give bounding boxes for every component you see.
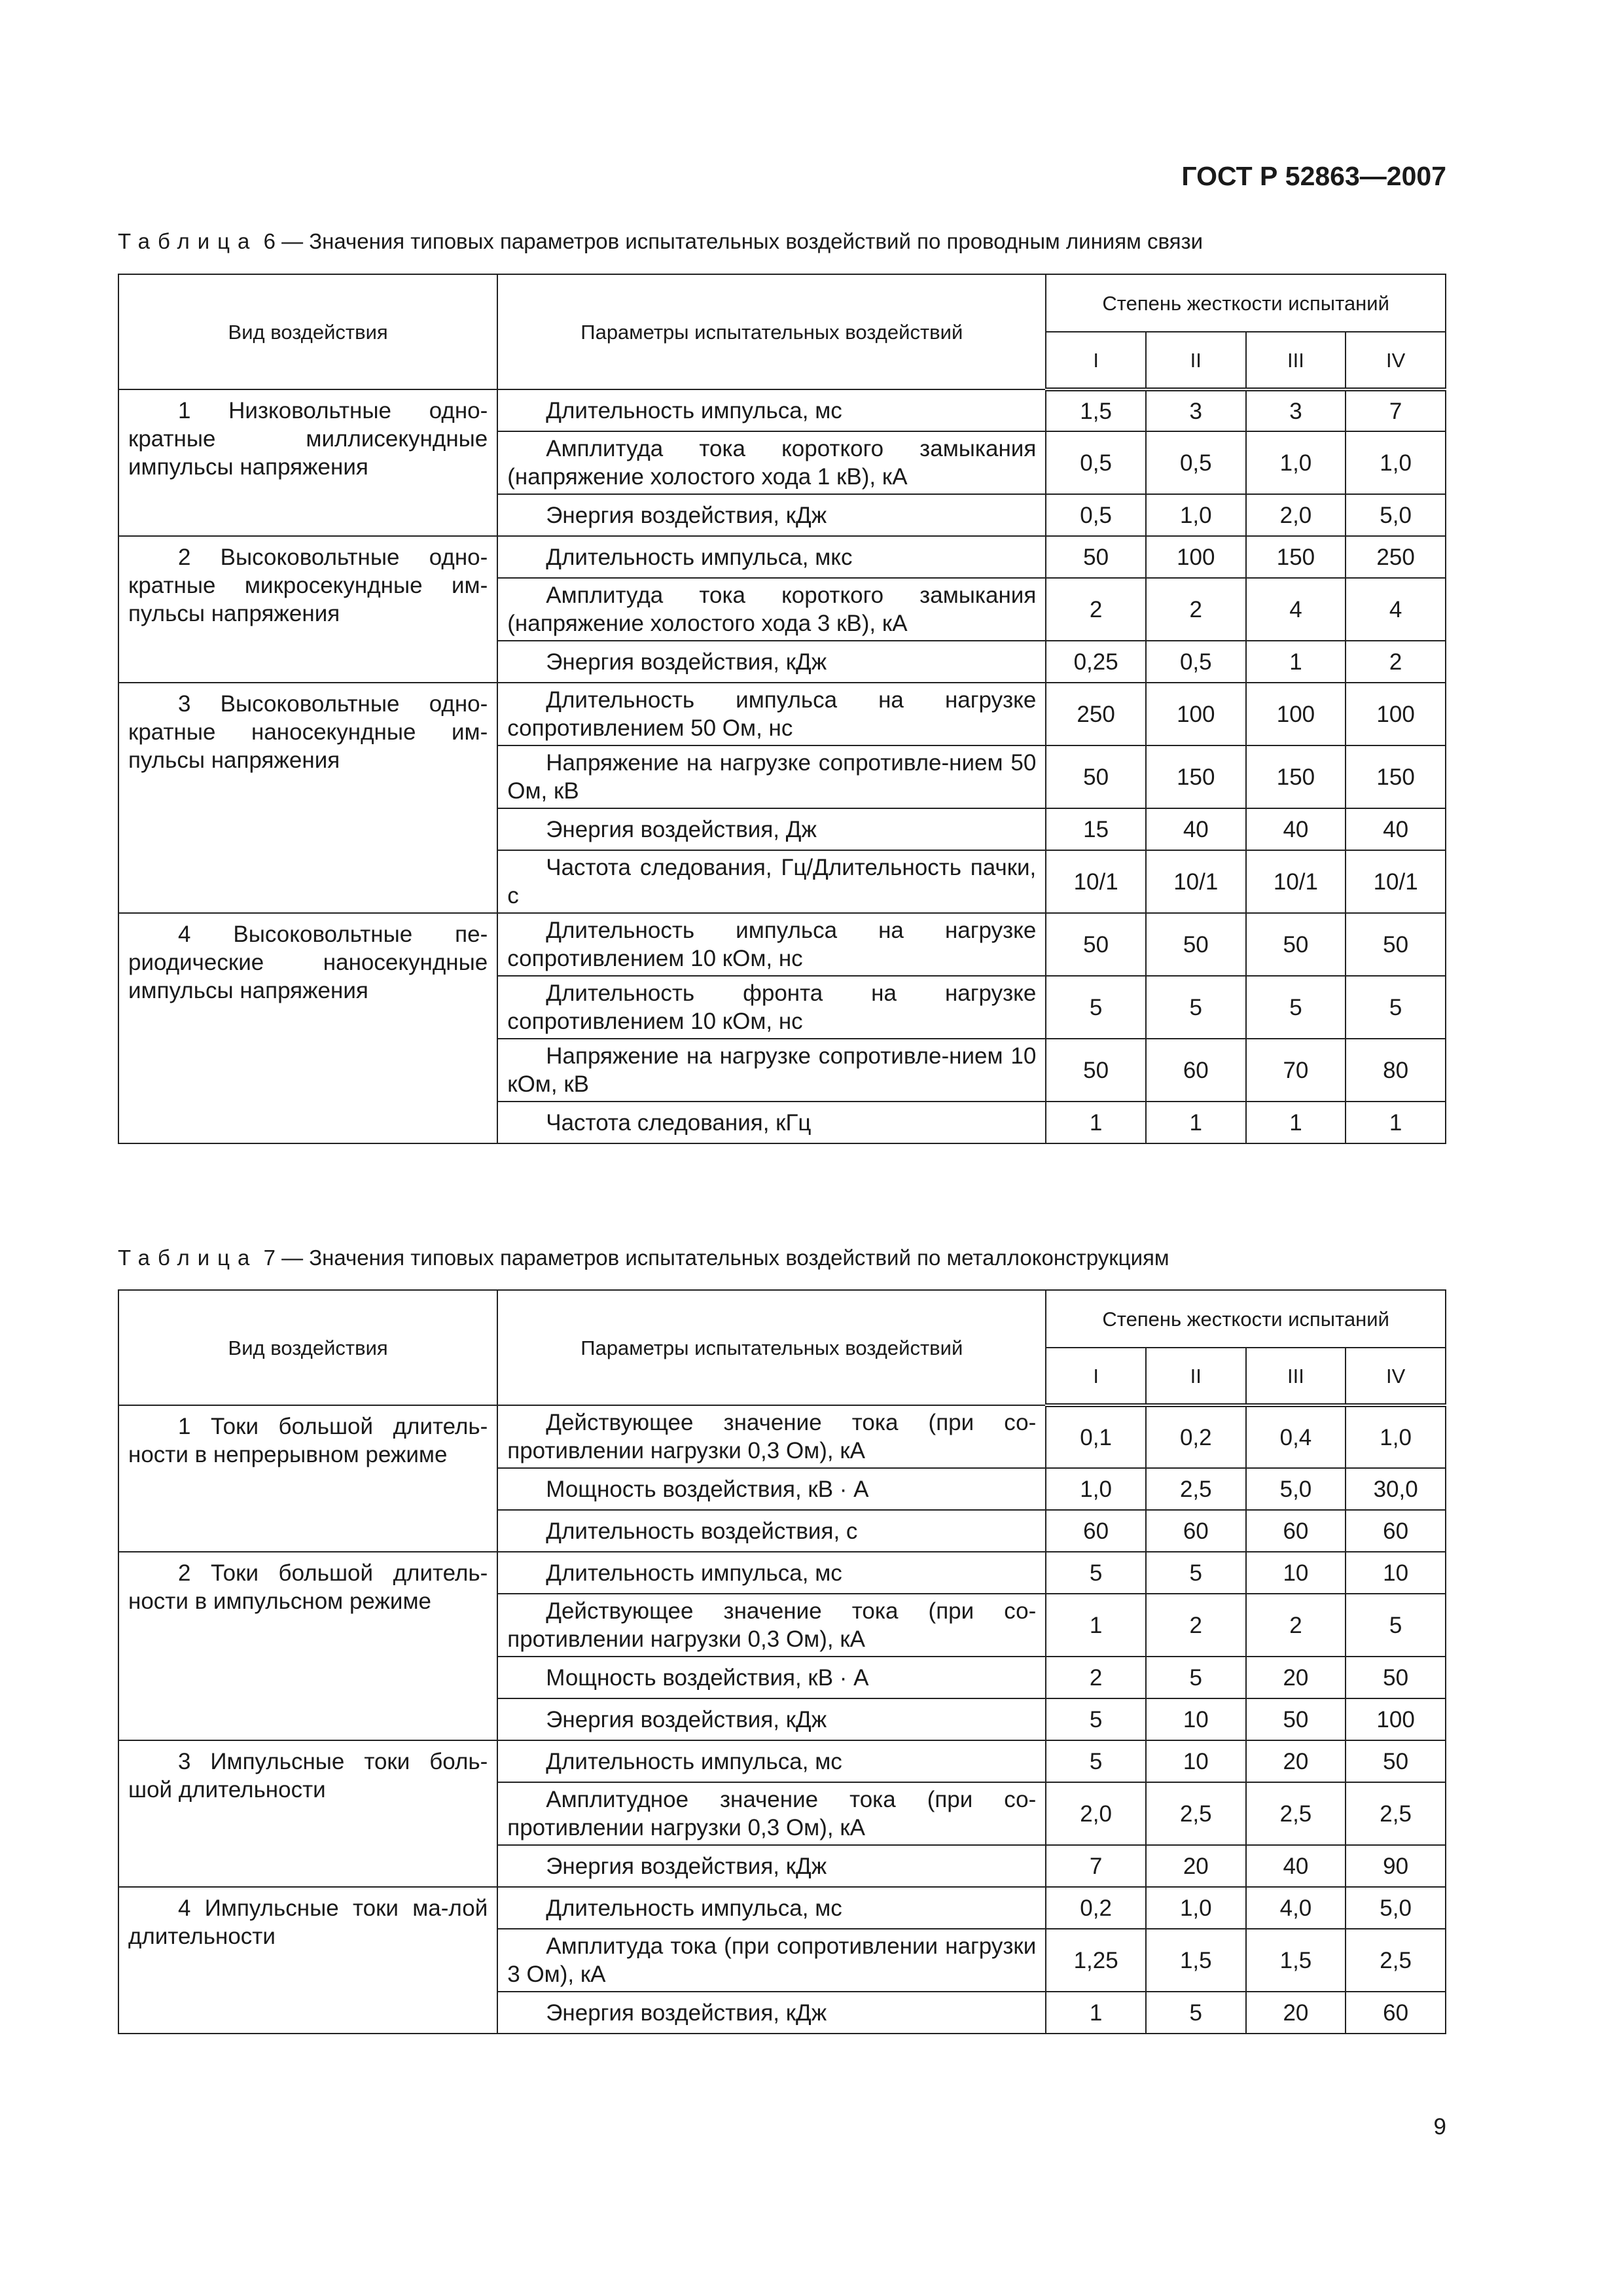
impact-type-cell: 3 Импульсные токи боль-шой длительности (118, 1740, 497, 1887)
parameter-cell: Амплитуда тока короткого замыкания (напряжение холостого хода 3 кВ), кА (497, 578, 1046, 641)
parameter-cell: Действующее значение тока (при со-противлении нагрузки 0,3 Ом), кА (497, 1594, 1046, 1657)
severity-value-cell: 4 (1346, 578, 1446, 641)
severity-value-cell: 20 (1246, 1740, 1346, 1782)
severity-value-cell: 150 (1146, 745, 1246, 808)
severity-value-cell: 60 (1146, 1039, 1246, 1102)
severity-value-cell: 20 (1246, 1992, 1346, 2034)
severity-value-cell: 1 (1246, 641, 1346, 683)
severity-value-cell: 1,0 (1246, 431, 1346, 494)
severity-value-cell: 2 (1046, 578, 1146, 641)
page-number: 9 (1433, 2114, 1446, 2140)
parameter-cell: Амплитуда тока (при сопротивлении нагрузки 3 Ом), кА (497, 1929, 1046, 1992)
parameter-cell: Напряжение на нагрузке сопротивле-нием 10 кОм, кВ (497, 1039, 1046, 1102)
severity-value-cell: 2 (1346, 641, 1446, 683)
table7-caption (118, 1246, 1169, 1270)
table7-header-params: Параметры испытательных воздействий (497, 1290, 1046, 1405)
severity-value-cell: 50 (1046, 745, 1146, 808)
severity-value-cell: 5 (1346, 976, 1446, 1039)
table7-header-level: III (1246, 1348, 1346, 1405)
severity-value-cell: 60 (1146, 1510, 1246, 1552)
severity-value-cell: 1,5 (1046, 389, 1146, 431)
impact-type-cell: 2 Высоковольтные одно-кратные микросекундные им-пульсы напряжения (118, 536, 497, 683)
table7-header-level: II (1146, 1348, 1246, 1405)
table6-header-severity: Степень жесткости испытаний (1046, 274, 1446, 332)
table6-header-level: I (1046, 332, 1146, 389)
parameter-cell: Длительность импульса, мс (497, 1552, 1046, 1594)
impact-type-cell: 1 Токи большой длитель-ности в непрерывном режиме (118, 1405, 497, 1552)
severity-value-cell: 1,0 (1146, 1887, 1246, 1929)
severity-value-cell: 150 (1246, 745, 1346, 808)
impact-type-cell: 2 Токи большой длитель-ности в импульсном режиме (118, 1552, 497, 1740)
severity-value-cell: 5 (1146, 1657, 1246, 1698)
table-row (118, 1552, 1446, 1594)
severity-value-cell: 1,5 (1146, 1929, 1246, 1992)
severity-value-cell: 50 (1146, 913, 1246, 976)
severity-value-cell: 4 (1246, 578, 1346, 641)
parameter-cell: Энергия воздействия, кДж (497, 1845, 1046, 1887)
severity-value-cell: 15 (1046, 808, 1146, 850)
table6-header-level: IV (1346, 332, 1446, 389)
severity-value-cell: 50 (1346, 1740, 1446, 1782)
severity-value-cell: 5 (1046, 976, 1146, 1039)
severity-value-cell: 2,0 (1246, 494, 1346, 536)
parameter-cell: Энергия воздействия, кДж (497, 1698, 1046, 1740)
table6-header-params: Параметры испытательных воздействий (497, 274, 1046, 389)
parameter-cell: Длительность импульса, мс (497, 1740, 1046, 1782)
severity-value-cell: 1 (1046, 1594, 1146, 1657)
severity-value-cell: 0,5 (1146, 431, 1246, 494)
parameter-cell: Длительность импульса, мкс (497, 536, 1046, 578)
severity-value-cell: 150 (1246, 536, 1346, 578)
impact-type-cell: 1 Низковольтные одно-кратные миллисекундные импульсы напряжения (118, 389, 497, 536)
severity-value-cell: 4,0 (1246, 1887, 1346, 1929)
table7-caption-label: Таблица (118, 1246, 258, 1270)
severity-value-cell: 5,0 (1246, 1468, 1346, 1510)
parameter-cell: Энергия воздействия, кДж (497, 494, 1046, 536)
parameter-cell: Длительность импульса на нагрузке сопротивлением 10 кОм, нс (497, 913, 1046, 976)
severity-value-cell: 80 (1346, 1039, 1446, 1102)
severity-value-cell: 1,0 (1046, 1468, 1146, 1510)
severity-value-cell: 100 (1246, 683, 1346, 745)
severity-value-cell: 50 (1246, 913, 1346, 976)
severity-value-cell: 2 (1246, 1594, 1346, 1657)
parameter-cell: Длительность фронта на нагрузке сопротивлением 10 кОм, нс (497, 976, 1046, 1039)
severity-value-cell: 10/1 (1046, 850, 1146, 913)
severity-value-cell: 0,4 (1246, 1405, 1346, 1468)
parameter-cell: Энергия воздействия, кДж (497, 1992, 1046, 2034)
severity-value-cell: 50 (1046, 536, 1146, 578)
parameter-cell: Длительность импульса на нагрузке сопротивлением 50 Ом, нс (497, 683, 1046, 745)
severity-value-cell: 7 (1046, 1845, 1146, 1887)
table7-header-level: IV (1346, 1348, 1446, 1405)
severity-value-cell: 5,0 (1346, 494, 1446, 536)
severity-value-cell: 2 (1146, 578, 1246, 641)
severity-value-cell: 2,5 (1146, 1782, 1246, 1845)
severity-value-cell: 1,0 (1146, 494, 1246, 536)
severity-value-cell: 0,5 (1146, 641, 1246, 683)
severity-value-cell: 2,5 (1346, 1782, 1446, 1845)
parameter-cell: Действующее значение тока (при со-противлении нагрузки 0,3 Ом), кА (497, 1405, 1046, 1468)
severity-value-cell: 40 (1246, 808, 1346, 850)
severity-value-cell: 10/1 (1346, 850, 1446, 913)
severity-value-cell: 60 (1346, 1510, 1446, 1552)
severity-value-cell: 50 (1046, 913, 1146, 976)
table6-header-level: III (1246, 332, 1346, 389)
severity-value-cell: 5 (1146, 1552, 1246, 1594)
severity-value-cell: 10 (1346, 1552, 1446, 1594)
severity-value-cell: 0,5 (1046, 431, 1146, 494)
severity-value-cell: 50 (1346, 1657, 1446, 1698)
severity-value-cell: 7 (1346, 389, 1446, 431)
severity-value-cell: 20 (1146, 1845, 1246, 1887)
table-row (118, 683, 1446, 745)
table6-caption-label: Таблица (118, 229, 258, 253)
table7-caption-text: 7 — Значения типовых параметров испытательных воздействий по металлоконструкциям (263, 1246, 1169, 1270)
severity-value-cell: 1,5 (1246, 1929, 1346, 1992)
severity-value-cell: 50 (1346, 913, 1446, 976)
severity-value-cell: 5,0 (1346, 1887, 1446, 1929)
severity-value-cell: 1,25 (1046, 1929, 1146, 1992)
severity-value-cell: 30,0 (1346, 1468, 1446, 1510)
parameter-cell: Длительность воздействия, с (497, 1510, 1046, 1552)
parameter-cell: Частота следования, Гц/Длительность пачки, с (497, 850, 1046, 913)
severity-value-cell: 10 (1146, 1698, 1246, 1740)
table-row (118, 389, 1446, 431)
table6-body (118, 389, 1446, 1143)
parameter-cell: Амплитудное значение тока (при со-противлении нагрузки 0,3 Ом), кА (497, 1782, 1046, 1845)
severity-value-cell: 10 (1246, 1552, 1346, 1594)
severity-value-cell: 1,0 (1346, 431, 1446, 494)
severity-value-cell: 1 (1346, 1102, 1446, 1143)
table-row (118, 1887, 1446, 1929)
severity-value-cell: 5 (1046, 1740, 1146, 1782)
table7-header-severity: Степень жесткости испытаний (1046, 1290, 1446, 1348)
severity-value-cell: 5 (1146, 1992, 1246, 2034)
severity-value-cell: 60 (1346, 1992, 1446, 2034)
parameter-cell: Длительность импульса, мс (497, 1887, 1046, 1929)
severity-value-cell: 5 (1346, 1594, 1446, 1657)
table6-header-type: Вид воздействия (118, 274, 497, 389)
severity-value-cell: 100 (1146, 536, 1246, 578)
parameter-cell: Мощность воздействия, кВ · А (497, 1657, 1046, 1698)
table7 (118, 1289, 1446, 2034)
severity-value-cell: 70 (1246, 1039, 1346, 1102)
severity-value-cell: 50 (1246, 1698, 1346, 1740)
severity-value-cell: 100 (1146, 683, 1246, 745)
severity-value-cell: 1 (1246, 1102, 1346, 1143)
severity-value-cell: 2 (1046, 1657, 1146, 1698)
parameter-cell: Напряжение на нагрузке сопротивле-нием 50 Ом, кВ (497, 745, 1046, 808)
severity-value-cell: 50 (1046, 1039, 1146, 1102)
impact-type-cell: 4 Высоковольтные пе-риодические наносекундные импульсы напряжения (118, 913, 497, 1143)
severity-value-cell: 1 (1146, 1102, 1246, 1143)
document-code: ГОСТ Р 52863—2007 (1181, 161, 1446, 191)
severity-value-cell: 2 (1146, 1594, 1246, 1657)
severity-value-cell: 250 (1346, 536, 1446, 578)
table7-body (118, 1405, 1446, 2034)
table-row (118, 536, 1446, 578)
severity-value-cell: 2,5 (1146, 1468, 1246, 1510)
table6 (118, 274, 1446, 1144)
severity-value-cell: 1 (1046, 1102, 1146, 1143)
severity-value-cell: 0,1 (1046, 1405, 1146, 1468)
severity-value-cell: 40 (1146, 808, 1246, 850)
parameter-cell: Энергия воздействия, кДж (497, 641, 1046, 683)
severity-value-cell: 20 (1246, 1657, 1346, 1698)
severity-value-cell: 3 (1246, 389, 1346, 431)
parameter-cell: Частота следования, кГц (497, 1102, 1046, 1143)
impact-type-cell: 3 Высоковольтные одно-кратные наносекундные им-пульсы напряжения (118, 683, 497, 913)
severity-value-cell: 100 (1346, 683, 1446, 745)
table-row (118, 1405, 1446, 1468)
severity-value-cell: 100 (1346, 1698, 1446, 1740)
severity-value-cell: 2,5 (1246, 1782, 1346, 1845)
table6-header-level: II (1146, 332, 1246, 389)
impact-type-cell: 4 Импульсные токи ма-лой длительности (118, 1887, 497, 2034)
table7-header-level: I (1046, 1348, 1146, 1405)
severity-value-cell: 0,2 (1146, 1405, 1246, 1468)
severity-value-cell: 0,25 (1046, 641, 1146, 683)
severity-value-cell: 250 (1046, 683, 1146, 745)
severity-value-cell: 2,5 (1346, 1929, 1446, 1992)
parameter-cell: Амплитуда тока короткого замыкания (напряжение холостого хода 1 кВ), кА (497, 431, 1046, 494)
table-row (118, 1740, 1446, 1782)
table6-caption-text: 6 — Значения типовых параметров испытательных воздействий по проводным линиям связи (263, 229, 1204, 253)
severity-value-cell: 3 (1146, 389, 1246, 431)
severity-value-cell: 2,0 (1046, 1782, 1146, 1845)
severity-value-cell: 90 (1346, 1845, 1446, 1887)
severity-value-cell: 10/1 (1146, 850, 1246, 913)
severity-value-cell: 5 (1046, 1698, 1146, 1740)
severity-value-cell: 1,0 (1346, 1405, 1446, 1468)
severity-value-cell: 150 (1346, 745, 1446, 808)
table6-caption (118, 229, 1203, 254)
severity-value-cell: 5 (1146, 976, 1246, 1039)
severity-value-cell: 10/1 (1246, 850, 1346, 913)
severity-value-cell: 0,2 (1046, 1887, 1146, 1929)
severity-value-cell: 60 (1246, 1510, 1346, 1552)
severity-value-cell: 10 (1146, 1740, 1246, 1782)
severity-value-cell: 1 (1046, 1992, 1146, 2034)
severity-value-cell: 40 (1346, 808, 1446, 850)
severity-value-cell: 5 (1246, 976, 1346, 1039)
parameter-cell: Мощность воздействия, кВ · А (497, 1468, 1046, 1510)
table7-header-type: Вид воздействия (118, 1290, 497, 1405)
severity-value-cell: 0,5 (1046, 494, 1146, 536)
parameter-cell: Длительность импульса, мс (497, 389, 1046, 431)
severity-value-cell: 5 (1046, 1552, 1146, 1594)
table-row (118, 913, 1446, 976)
severity-value-cell: 60 (1046, 1510, 1146, 1552)
severity-value-cell: 40 (1246, 1845, 1346, 1887)
parameter-cell: Энергия воздействия, Дж (497, 808, 1046, 850)
